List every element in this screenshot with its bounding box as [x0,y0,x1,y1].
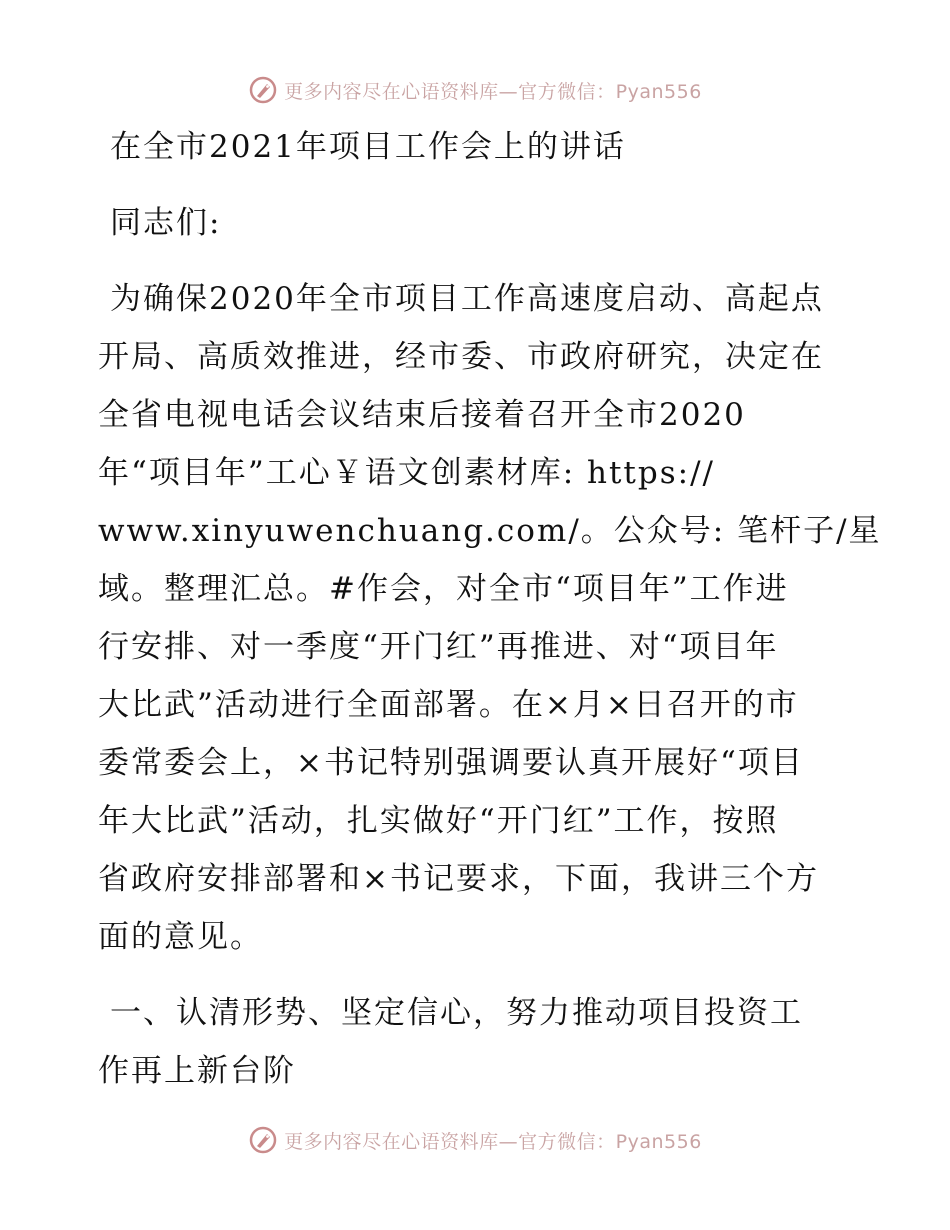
watermark-footer [0,1120,950,1160]
paragraph-line: 年“项目年”工心￥语文创素材库: https:// [98,455,715,491]
paragraph-line: 年大比武”活动，扎实做好“开门红”工作，按照 [98,803,779,839]
paragraph-line: 为确保2020年全市项目工作高速度启动、高起点 [110,281,824,317]
watermark-text: 更多内容尽在心语资料库—官方微信：Pyan556 [284,80,702,103]
section-heading-1 [98,984,858,1100]
paragraph-line: 委常委会上，×书记特别强调要认真开展好“项目 [98,745,804,781]
paragraph-line: 省政府安排部署和×书记要求，下面，我讲三个方 [98,861,819,897]
paragraph-line: 开局、高质效推进，经市委、市政府研究，决定在 [98,339,824,375]
watermark-text: 更多内容尽在心语资料库—官方微信：Pyan556 [284,1130,702,1153]
paragraph-intro [98,270,882,966]
document-title: 在全市2021年项目工作会上的讲话 [110,129,626,165]
paragraph-line: 面的意见。 [98,919,263,955]
watermark-header [0,70,950,110]
heading-line: 一、认清形势、坚定信心，努力推动项目投资工 [110,995,803,1031]
paragraph-line: 大比武”活动进行全面部署。在×月×日召开的市 [98,687,799,723]
paragraph-line: 域。整理汇总。#作会，对全市“项目年”工作进 [98,571,789,607]
document-body [98,118,882,1100]
pen-nib-logo-icon [248,1125,278,1155]
pen-nib-logo-icon [248,75,278,105]
heading-line: 作再上新台阶 [98,1053,296,1089]
paragraph-line: 行安排、对一季度“开门红”再推进、对“项目年 [98,629,779,665]
paragraph-line: 全省电视电话会议结束后接着召开全市2020 [98,397,746,433]
salutation: 同志们: [110,205,222,241]
paragraph-line: www.xinyuwenchuang.com/。公众号: 笔杆子/星 [98,513,882,549]
